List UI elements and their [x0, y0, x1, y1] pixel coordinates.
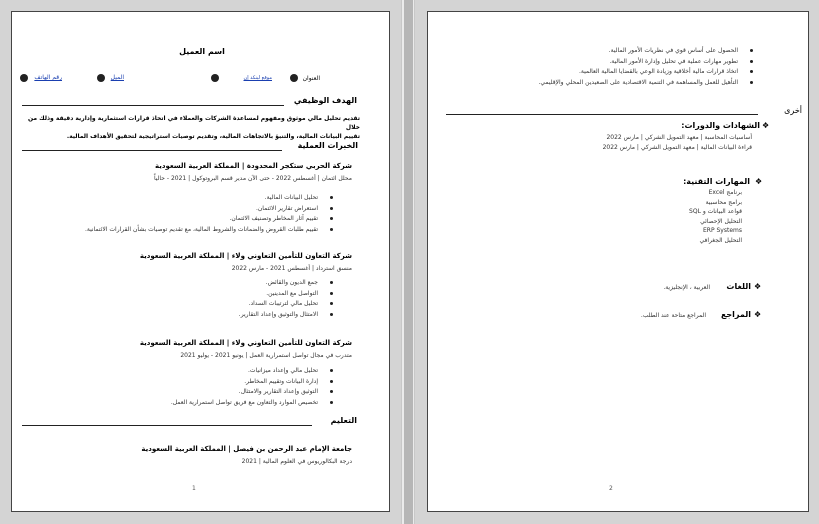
bullet-dot [750, 70, 753, 73]
email-link[interactable]: الميل [110, 74, 124, 81]
list-item: التواصل مع المدينين. [266, 289, 318, 297]
degree-text: درجة البكالوريوس في العلوم المالية | 2021 [241, 458, 352, 465]
job-title: شركة الحربي ستكجر المحدودة | المملكة العربية السعودية [154, 162, 352, 170]
list-item: تطوير مهارات عملية في تحليل وإدارة الأمور المالية. [609, 57, 738, 65]
address-label: العنوان [302, 75, 320, 82]
job-subtitle: متدرب في مجال تواصل استمرارية العمل | يونيو 2021 - يوليو 2021 [180, 352, 352, 359]
bullet-dot [750, 81, 753, 84]
bullet-dot [750, 60, 753, 63]
references-heading: المراجع [720, 310, 751, 319]
bullet-dot [330, 369, 333, 372]
languages-heading: اللغات [726, 282, 751, 291]
phone-link[interactable]: رقم الهاتف [34, 74, 62, 81]
list-item: قراءة البيانات المالية | معهد التمويل الشركي | مارس 2022 [602, 144, 752, 151]
email-icon [97, 74, 105, 82]
list-item: تحليل مالي وإعداد ميزانيات. [248, 367, 318, 374]
linkedin-icon [211, 74, 219, 82]
list-item: التحليل الجغرافي [699, 236, 742, 244]
job-title: شركة التعاون للتأمين التعاوني ولاء | المملكة العربية السعودية [139, 252, 352, 260]
list-item: تحليل البيانات المالية. [264, 194, 318, 201]
arrow-bullet-icon: ❖ [754, 282, 762, 291]
job-subtitle: منسق استرداد | أغسطس 2021 - مارس 2022 [231, 265, 352, 272]
bullet-dot [750, 49, 753, 52]
list-item: جمع الديون والقائض. [265, 279, 318, 286]
list-item: اتخاذ قرارات مالية أخلاقية وزيادة الوعي بالقضايا المالية العالمية. [578, 68, 738, 75]
objective-line: تقييم البيانات المالية، والتنبؤ بالاتجاهات المالية، وتقديم توصيات استراتيجية لتحقيق الأهداف المالية. [66, 133, 360, 140]
other-heading: أخرى [784, 106, 802, 115]
list-item: ERP Systems [703, 227, 742, 235]
list-item: تحليل مالي لترتيبات السداد. [248, 300, 318, 307]
job-bullets [32, 193, 318, 235]
job-title: شركة التعاون للتأمين التعاوني ولاء | المملكة العربية السعودية [139, 339, 352, 347]
bullet-dot [330, 281, 333, 284]
document-page-1 [11, 11, 390, 512]
scrollbar-thumb[interactable] [404, 0, 413, 524]
list-item: الامتثال والتوثيق وإعداد التقارير. [238, 310, 318, 318]
objective-heading: الهدف الوظيفي [293, 96, 357, 105]
objective-line: تقديم تحليل مالي موثوق ومفهوم لمساعدة الشركات والعملاء في اتخاذ قرارات استثمارية وإدارية دقيقة وذلك من خلال [27, 115, 360, 131]
job-subtitle: محلل ائتمان | أغسطس 2022 - حتى الآن مدير قسم البروتوكول | 2021 - حالياً [153, 175, 352, 182]
education-heading: التعليم [330, 416, 357, 425]
list-item: أساسيات المحاسبة | معهد التمويل الشركي | مارس 2022 [606, 134, 752, 141]
linkedin-link[interactable]: موقع لينكد إن [243, 75, 272, 81]
bullet-dot [330, 390, 333, 393]
list-item: التحليل الإحصائي [700, 217, 742, 225]
job-bullets [32, 278, 318, 320]
list-item: الحصول على أساس قوي في نظريات الأمور المالية. [608, 47, 738, 54]
arrow-bullet-icon: ❖ [755, 177, 763, 186]
bullet-dot [330, 292, 333, 295]
vertical-scrollbar[interactable] [401, 0, 415, 524]
job-bullets [32, 366, 318, 408]
phone-icon [20, 74, 28, 82]
arrow-bullet-icon: ❖ [762, 121, 770, 130]
tech-skills-list [628, 188, 742, 246]
bullet-dot [330, 207, 333, 210]
tech-skills-heading: المهارات التقنية: [683, 177, 750, 186]
objective-rule [22, 105, 284, 106]
bullet-dot [330, 302, 333, 305]
list-item: التأهيل للعمل والمساهمة في التنمية الاقتصادية على الصعيدين المحلي والإقليمي. [538, 78, 738, 86]
certificates-heading: الشهادات والدورات: [681, 121, 760, 130]
location-icon [290, 74, 298, 82]
languages-value: العربية ، الإنجليزية. [663, 284, 710, 291]
page-number: 2 [609, 485, 613, 492]
list-item: تقييم طلبات القروض والضمانات والشروط المالية، مع تقديم توصيات بشأن القرارات الائتمانية. [85, 225, 318, 233]
experience-rule [22, 150, 282, 151]
bullet-dot [330, 196, 333, 199]
arrow-bullet-icon: ❖ [754, 310, 762, 319]
list-item: التوثيق وإعداد التقارير والامتثال. [238, 388, 318, 395]
bullet-dot [330, 401, 333, 404]
school-title: جامعة الإمام عبد الرحمن بن فيصل | المملكة العربية السعودية [141, 445, 352, 453]
list-item: تقييم آثار المخاطر وتصنيف الائتمان. [229, 215, 318, 222]
list-item: إدارة البيانات وتقييم المخاطر. [244, 377, 318, 385]
list-item: برنامج Excel [708, 189, 742, 196]
list-item: قواعد البيانات و SQL [689, 208, 742, 216]
objective-text [22, 114, 360, 141]
experience-heading: الخبرات العملية [297, 141, 358, 150]
bullet-dot [330, 217, 333, 220]
bullet-dot [330, 313, 333, 316]
list-item: تخصيص الموارد والتعاون مع فريق تواصل استمرارية العمل. [170, 398, 318, 406]
references-value: المراجع متاحة عند الطلب. [640, 312, 706, 319]
client-name: اسم العميل [179, 47, 225, 56]
bullet-dot [330, 380, 333, 383]
bullet-dot [330, 228, 333, 231]
page-number: 1 [192, 485, 196, 492]
other-rule [446, 114, 758, 115]
document-page-2 [427, 11, 809, 512]
list-item: برامج محاسبية [705, 198, 742, 206]
certificates-list [568, 133, 752, 153]
top-bullets [448, 46, 738, 88]
education-rule [22, 425, 312, 426]
list-item: استعراض تقارير الائتمان. [255, 204, 318, 212]
